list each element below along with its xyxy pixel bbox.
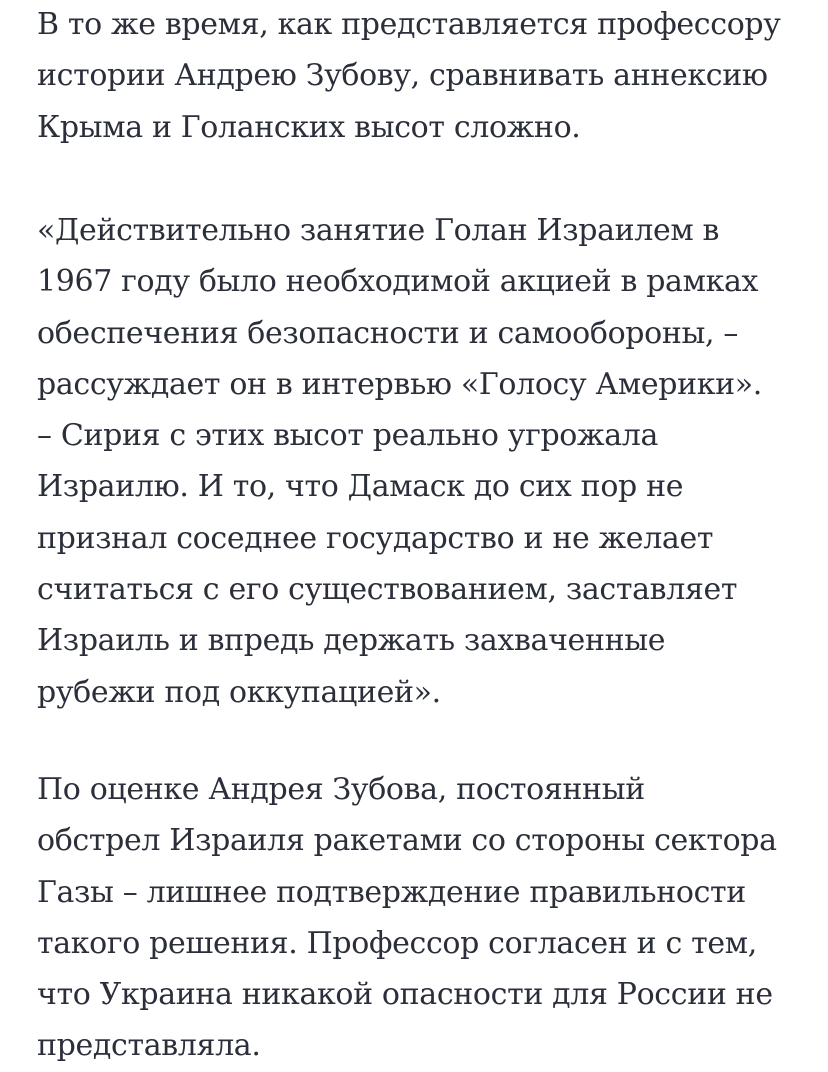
text-line: обеспечения безопасности и самообороны, – xyxy=(37,315,739,351)
text-line: считаться с его существованием, заставляет xyxy=(37,572,738,608)
text-line: рубежи под оккупацией». xyxy=(37,674,441,710)
text-line: Крыма и Голанских высот сложно. xyxy=(37,109,581,145)
text-line: В то же время, как представляется профессору xyxy=(37,7,781,42)
text-line: истории Андрею Зубову, сравнивать аннексию xyxy=(37,58,768,94)
text-line: что Украина никакой опасности для России не xyxy=(37,977,773,1013)
paragraph-assessment xyxy=(37,764,777,1072)
text-line: признал соседнее государство и не желает xyxy=(37,520,714,556)
text-line: Израилю. И то, что Дамаск до сих пор не xyxy=(37,469,684,505)
text-line: такого решения. Профессор согласен и с тем, xyxy=(37,925,757,961)
text-line: Израиль и впредь держать захваченные xyxy=(37,623,666,659)
paragraph-quote xyxy=(37,205,762,718)
text-line: По оценке Андрея Зубова, постоянный xyxy=(37,772,645,807)
text-line: «Действительно занятие Голан Израилем в xyxy=(37,213,720,248)
text-line: рассуждает он в интервью «Голосу Америки». xyxy=(37,366,762,402)
paragraph-intro xyxy=(37,0,781,153)
text-line: представляла. xyxy=(37,1028,261,1064)
text-line: Газы – лишнее подтверждение правильности xyxy=(37,874,746,910)
text-line: обстрел Израиля ракетами со стороны сектора xyxy=(37,823,777,859)
text-line: 1967 году было необходимой акцией в рамках xyxy=(37,264,759,300)
text-line: – Сирия с этих высот реально угрожала xyxy=(37,418,659,454)
